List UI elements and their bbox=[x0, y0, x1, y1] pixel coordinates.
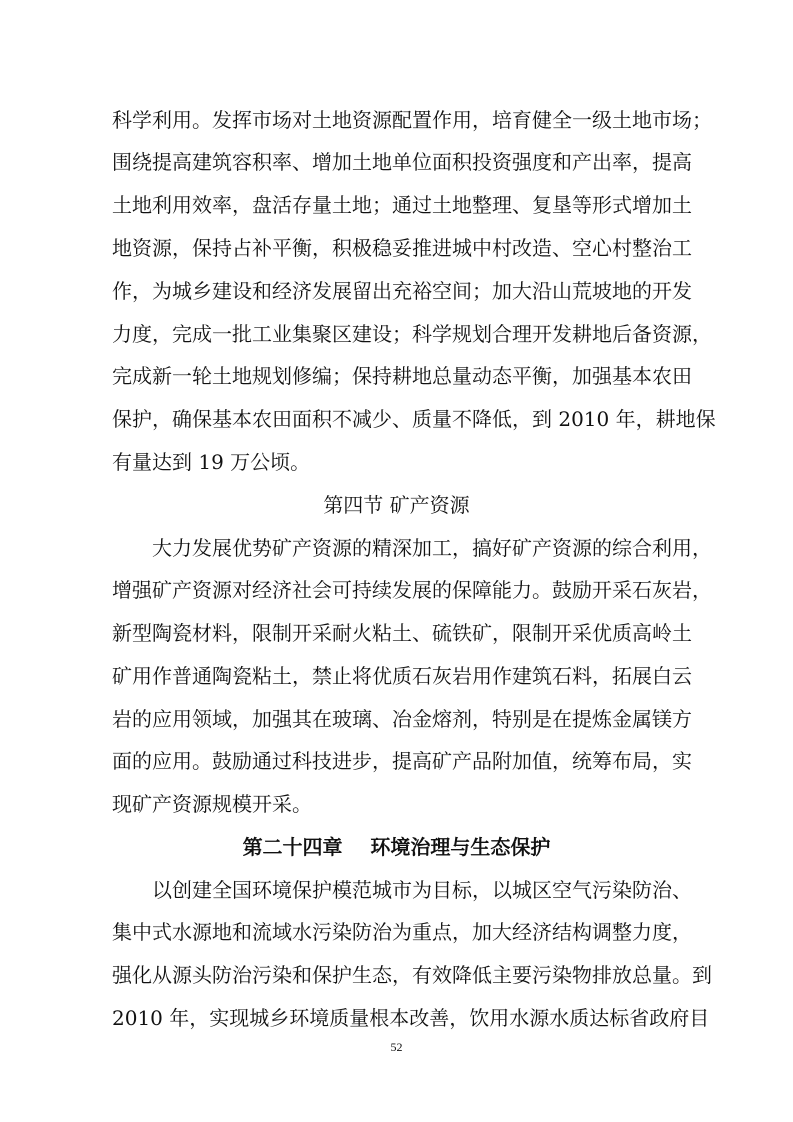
body-text-line: 以创建全国环境保护模范城市为目标，以城区空气污染防治、 bbox=[152, 878, 692, 902]
body-text-line: 集中式水源地和流域水污染防治为重点，加大经济结构调整力度， bbox=[112, 920, 692, 944]
body-text-line: 增强矿产资源对经济社会可持续发展的保障能力。鼓励开采石灰岩， bbox=[112, 578, 712, 602]
body-text-line: 完成新一轮土地规划修编；保持耕地总量动态平衡，加强基本农田 bbox=[112, 364, 692, 388]
body-text-line: 围绕提高建筑容积率、增加土地单位面积投资强度和产出率，提高 bbox=[112, 150, 692, 174]
body-text-line: 新型陶瓷材料，限制开采耐火粘土、硫铁矿，限制开采优质高岭土 bbox=[112, 621, 692, 645]
body-text-line: 现矿产资源规模开采。 bbox=[112, 792, 312, 816]
body-text-line: 土地利用效率，盘活存量土地；通过土地整理、复垦等形式增加土 bbox=[112, 193, 692, 217]
body-text-line: 作，为城乡建设和经济发展留出充裕空间；加大沿山荒坡地的开发 bbox=[112, 279, 692, 303]
body-text-line: 矿用作普通陶瓷粘土，禁止将优质石灰岩用作建筑石料，拓展白云 bbox=[112, 664, 692, 688]
body-text-line: 力度，完成一批工业集聚区建设；科学规划合理开发耕地后备资源， bbox=[112, 322, 712, 346]
page-number: 52 bbox=[390, 1040, 403, 1054]
body-text-line: 面的应用。鼓励通过科技进步，提高矿产品附加值，统筹布局，实 bbox=[112, 749, 692, 773]
body-text-line: 有量达到 19 万公顷。 bbox=[112, 450, 311, 474]
body-text-line: 强化从源头防治污染和保护生态，有效降低主要污染物排放总量。到 bbox=[112, 963, 712, 987]
section-title: 第四节 矿产资源 bbox=[323, 493, 470, 517]
body-text-line: 大力发展优势矿产资源的精深加工，搞好矿产资源的综合利用， bbox=[152, 536, 712, 560]
body-text-line: 地资源，保持占补平衡，积极稳妥推进城中村改造、空心村整治工 bbox=[112, 236, 692, 260]
body-text-line: 岩的应用领域，加强其在玻璃、冶金熔剂，特别是在提炼金属镁方 bbox=[112, 707, 692, 731]
chapter-title: 第二十四章 环境治理与生态保护 bbox=[242, 835, 551, 859]
body-text-line: 保护，确保基本农田面积不减少、质量不降低，到 2010 年，耕地保 bbox=[112, 407, 716, 431]
body-text-line: 科学利用。发挥市场对土地资源配置作用，培育健全一级土地市场； bbox=[112, 108, 712, 132]
body-text-line: 2010 年，实现城乡环境质量根本改善，饮用水源水质达标省政府目 bbox=[112, 1006, 710, 1030]
